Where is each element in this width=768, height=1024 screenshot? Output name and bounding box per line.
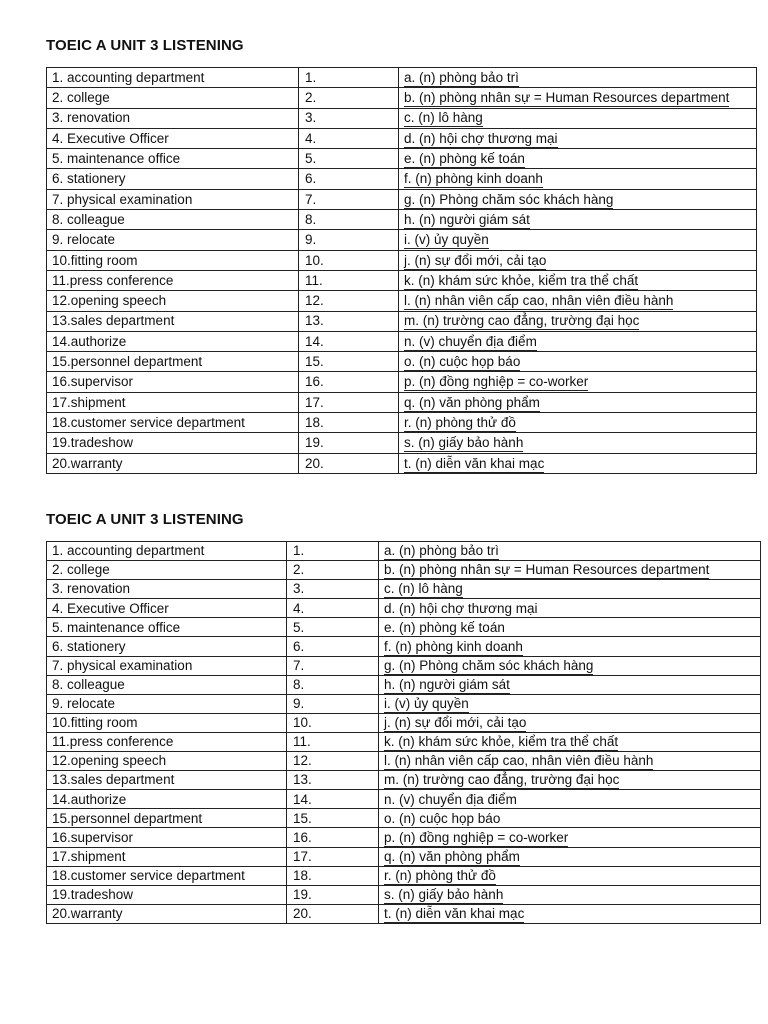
definition-text: t. (n) diễn văn khai mạc: [384, 906, 525, 922]
answer-number-cell: 15.: [287, 809, 379, 828]
definition-cell: [379, 771, 761, 790]
term-cell: 7. physical examination: [47, 189, 299, 209]
definition-cell: [379, 580, 761, 599]
term-cell: 4. Executive Officer: [47, 128, 299, 148]
definition-cell: [399, 311, 757, 331]
definition-cell: [399, 433, 757, 453]
answer-number-cell: 17.: [287, 847, 379, 866]
answer-number-cell: 8.: [299, 210, 399, 230]
definition-text: c. (n) lô hàng: [404, 110, 483, 126]
definition-text: g. (n) Phòng chăm sóc khách hàng: [384, 657, 594, 673]
definition-cell: [379, 561, 761, 580]
definition-cell: [379, 694, 761, 713]
definition-text: m. (n) trường cao đẳng, trường đại học: [404, 313, 640, 329]
table-row: [47, 904, 761, 923]
definition-text: j. (n) sự đổi mới, cải tạo: [384, 715, 527, 731]
term-cell: 5. maintenance office: [47, 149, 299, 169]
answer-number-cell: 10.: [287, 713, 379, 732]
definition-cell: [399, 372, 757, 392]
definition-cell: [399, 291, 757, 311]
term-cell: 20.warranty: [47, 904, 287, 923]
answer-number-cell: 7.: [299, 189, 399, 209]
answer-number-cell: 4.: [287, 599, 379, 618]
definition-text: e. (n) phòng kế toán: [384, 619, 505, 635]
definition-cell: [379, 904, 761, 923]
term-cell: 16.supervisor: [47, 372, 299, 392]
definition-cell: [379, 828, 761, 847]
definition-cell: [379, 637, 761, 656]
term-cell: 19.tradeshow: [47, 433, 299, 453]
term-cell: 17.shipment: [47, 847, 287, 866]
term-cell: 14.authorize: [47, 790, 287, 809]
definition-text: h. (n) người giám sát: [384, 676, 510, 692]
definition-cell: [379, 847, 761, 866]
definition-text: l. (n) nhân viên cấp cao, nhân viên điều hành: [404, 293, 674, 309]
section-title-2: TOEIC A UNIT 3 LISTENING: [46, 511, 244, 528]
table-row: [47, 372, 757, 392]
definition-cell: [379, 542, 761, 561]
definition-text: a. (n) phòng bảo trì: [404, 69, 519, 85]
term-cell: 11.press conference: [47, 732, 287, 751]
term-cell: 1. accounting department: [47, 68, 299, 88]
answer-number-cell: 1.: [287, 542, 379, 561]
answer-number-cell: 12.: [299, 291, 399, 311]
answer-number-cell: 5.: [287, 618, 379, 637]
answer-number-cell: 16.: [287, 828, 379, 847]
table-row: [47, 752, 761, 771]
answer-number-cell: 2.: [287, 561, 379, 580]
table-row: [47, 453, 757, 473]
answer-number-cell: 8.: [287, 675, 379, 694]
answer-number-cell: 3.: [287, 580, 379, 599]
table-row: [47, 189, 757, 209]
definition-cell: [399, 453, 757, 473]
term-cell: 2. college: [47, 561, 287, 580]
answer-number-cell: 11.: [299, 270, 399, 290]
definition-cell: [399, 169, 757, 189]
term-cell: 19.tradeshow: [47, 885, 287, 904]
definition-cell: [379, 732, 761, 751]
table-row: [47, 291, 757, 311]
answer-number-cell: 14.: [299, 331, 399, 351]
table-row: [47, 68, 757, 88]
answer-number-cell: 20.: [299, 453, 399, 473]
term-cell: 12.opening speech: [47, 291, 299, 311]
term-cell: 7. physical examination: [47, 656, 287, 675]
table-row: [47, 656, 761, 675]
table-row: [47, 847, 761, 866]
term-cell: 10.fitting room: [47, 713, 287, 732]
vocab-table-body: [47, 542, 761, 924]
table-row: [47, 413, 757, 433]
definition-text: t. (n) diễn văn khai mạc: [404, 455, 545, 471]
definition-cell: [379, 656, 761, 675]
term-cell: 13.sales department: [47, 311, 299, 331]
table-row: [47, 210, 757, 230]
term-cell: 6. stationery: [47, 169, 299, 189]
table-row: [47, 713, 761, 732]
term-cell: 6. stationery: [47, 637, 287, 656]
table-row: [47, 270, 757, 290]
answer-number-cell: 10.: [299, 250, 399, 270]
definition-text: i. (v) ủy quyền: [384, 696, 469, 712]
table-row: [47, 128, 757, 148]
term-cell: 8. colleague: [47, 675, 287, 694]
table-row: [47, 732, 761, 751]
table-row: [47, 169, 757, 189]
term-cell: 17.shipment: [47, 392, 299, 412]
term-cell: 20.warranty: [47, 453, 299, 473]
answer-number-cell: 14.: [287, 790, 379, 809]
definition-text: m. (n) trường cao đẳng, trường đại học: [384, 772, 620, 788]
definition-cell: [399, 189, 757, 209]
definition-text: s. (n) giấy bảo hành: [384, 886, 504, 902]
term-cell: 2. college: [47, 88, 299, 108]
term-cell: 16.supervisor: [47, 828, 287, 847]
table-row: [47, 149, 757, 169]
term-cell: 12.opening speech: [47, 752, 287, 771]
table-row: [47, 331, 757, 351]
answer-number-cell: 18.: [287, 866, 379, 885]
answer-number-cell: 17.: [299, 392, 399, 412]
answer-number-cell: 12.: [287, 752, 379, 771]
term-cell: 3. renovation: [47, 580, 287, 599]
definition-text: f. (n) phòng kinh doanh: [384, 638, 523, 654]
definition-cell: [399, 392, 757, 412]
table-row: [47, 352, 757, 372]
definition-text: d. (n) hội chợ thương mại: [384, 600, 538, 616]
table-row: [47, 675, 761, 694]
term-cell: 4. Executive Officer: [47, 599, 287, 618]
table-row: [47, 230, 757, 250]
table-row: [47, 618, 761, 637]
table-row: [47, 561, 761, 580]
answer-number-cell: 6.: [299, 169, 399, 189]
definition-text: p. (n) đồng nghiệp = co-worker: [384, 829, 569, 845]
term-cell: 5. maintenance office: [47, 618, 287, 637]
table-row: [47, 828, 761, 847]
answer-number-cell: 19.: [287, 885, 379, 904]
definition-cell: [399, 352, 757, 372]
definition-cell: [399, 88, 757, 108]
vocab-table-2: [46, 541, 761, 924]
term-cell: 14.authorize: [47, 331, 299, 351]
answer-number-cell: 15.: [299, 352, 399, 372]
answer-number-cell: 4.: [299, 128, 399, 148]
definition-text: b. (n) phòng nhân sự = Human Resources department: [404, 90, 730, 106]
answer-number-cell: 9.: [287, 694, 379, 713]
table-row: [47, 392, 757, 412]
definition-cell: [399, 108, 757, 128]
answer-number-cell: 13.: [287, 771, 379, 790]
definition-text: g. (n) Phòng chăm sóc khách hàng: [404, 191, 614, 207]
definition-cell: [399, 230, 757, 250]
definition-text: r. (n) phòng thử đồ: [404, 414, 516, 430]
table-row: [47, 866, 761, 885]
table-row: [47, 599, 761, 618]
definition-text: q. (n) văn phòng phẩm: [384, 848, 520, 864]
definition-text: o. (n) cuộc họp báo: [404, 354, 521, 370]
answer-number-cell: 7.: [287, 656, 379, 675]
answer-number-cell: 18.: [299, 413, 399, 433]
vocab-table-body: [47, 68, 757, 474]
definition-text: c. (n) lô hàng: [384, 581, 463, 597]
term-cell: 15.personnel department: [47, 809, 287, 828]
answer-number-cell: 3.: [299, 108, 399, 128]
definition-text: l. (n) nhân viên cấp cao, nhân viên điều hành: [384, 753, 654, 769]
table-row: [47, 580, 761, 599]
term-cell: 11.press conference: [47, 270, 299, 290]
definition-cell: [399, 68, 757, 88]
definition-text: k. (n) khám sức khỏe, kiểm tra thể chất: [384, 734, 619, 750]
definition-cell: [379, 885, 761, 904]
table-row: [47, 433, 757, 453]
answer-number-cell: 20.: [287, 904, 379, 923]
definition-cell: [379, 866, 761, 885]
definition-text: q. (n) văn phòng phẩm: [404, 394, 540, 410]
answer-number-cell: 11.: [287, 732, 379, 751]
definition-text: k. (n) khám sức khỏe, kiểm tra thể chất: [404, 272, 639, 288]
definition-text: a. (n) phòng bảo trì: [384, 543, 499, 559]
definition-text: i. (v) ủy quyền: [404, 232, 489, 248]
table-row: [47, 694, 761, 713]
definition-cell: [399, 413, 757, 433]
definition-cell: [379, 752, 761, 771]
definition-cell: [379, 618, 761, 637]
term-cell: 10.fitting room: [47, 250, 299, 270]
table-row: [47, 542, 761, 561]
answer-number-cell: 1.: [299, 68, 399, 88]
table-row: [47, 809, 761, 828]
definition-text: n. (v) chuyển địa điểm: [384, 791, 517, 807]
definition-cell: [379, 675, 761, 694]
definition-cell: [399, 331, 757, 351]
term-cell: 18.customer service department: [47, 866, 287, 885]
definition-text: n. (v) chuyển địa điểm: [404, 333, 537, 349]
answer-number-cell: 5.: [299, 149, 399, 169]
term-cell: 13.sales department: [47, 771, 287, 790]
answer-number-cell: 16.: [299, 372, 399, 392]
definition-cell: [379, 713, 761, 732]
answer-number-cell: 2.: [299, 88, 399, 108]
definition-cell: [399, 210, 757, 230]
definition-text: d. (n) hội chợ thương mại: [404, 130, 558, 146]
table-row: [47, 637, 761, 656]
definition-cell: [399, 270, 757, 290]
definition-text: r. (n) phòng thử đồ: [384, 867, 496, 883]
term-cell: 9. relocate: [47, 230, 299, 250]
answer-number-cell: 6.: [287, 637, 379, 656]
definition-cell: [379, 809, 761, 828]
term-cell: 3. renovation: [47, 108, 299, 128]
term-cell: 1. accounting department: [47, 542, 287, 561]
definition-text: s. (n) giấy bảo hành: [404, 435, 524, 451]
table-row: [47, 311, 757, 331]
definition-cell: [399, 250, 757, 270]
term-cell: 15.personnel department: [47, 352, 299, 372]
answer-number-cell: 13.: [299, 311, 399, 331]
answer-number-cell: 9.: [299, 230, 399, 250]
table-row: [47, 771, 761, 790]
definition-cell: [379, 790, 761, 809]
vocab-table-1: [46, 67, 757, 474]
table-row: [47, 790, 761, 809]
definition-text: o. (n) cuộc họp báo: [384, 810, 501, 826]
answer-number-cell: 19.: [299, 433, 399, 453]
definition-text: b. (n) phòng nhân sự = Human Resources department: [384, 562, 710, 578]
section-title-1: TOEIC A UNIT 3 LISTENING: [46, 37, 244, 54]
definition-text: j. (n) sự đổi mới, cải tạo: [404, 252, 547, 268]
definition-cell: [399, 149, 757, 169]
definition-text: h. (n) người giám sát: [404, 211, 530, 227]
table-row: [47, 885, 761, 904]
definition-text: e. (n) phòng kế toán: [404, 151, 525, 167]
table-row: [47, 108, 757, 128]
definition-text: p. (n) đồng nghiệp = co-worker: [404, 374, 589, 390]
term-cell: 8. colleague: [47, 210, 299, 230]
table-row: [47, 250, 757, 270]
definition-cell: [379, 599, 761, 618]
table-row: [47, 88, 757, 108]
definition-cell: [399, 128, 757, 148]
definition-text: f. (n) phòng kinh doanh: [404, 171, 543, 187]
term-cell: 18.customer service department: [47, 413, 299, 433]
term-cell: 9. relocate: [47, 694, 287, 713]
